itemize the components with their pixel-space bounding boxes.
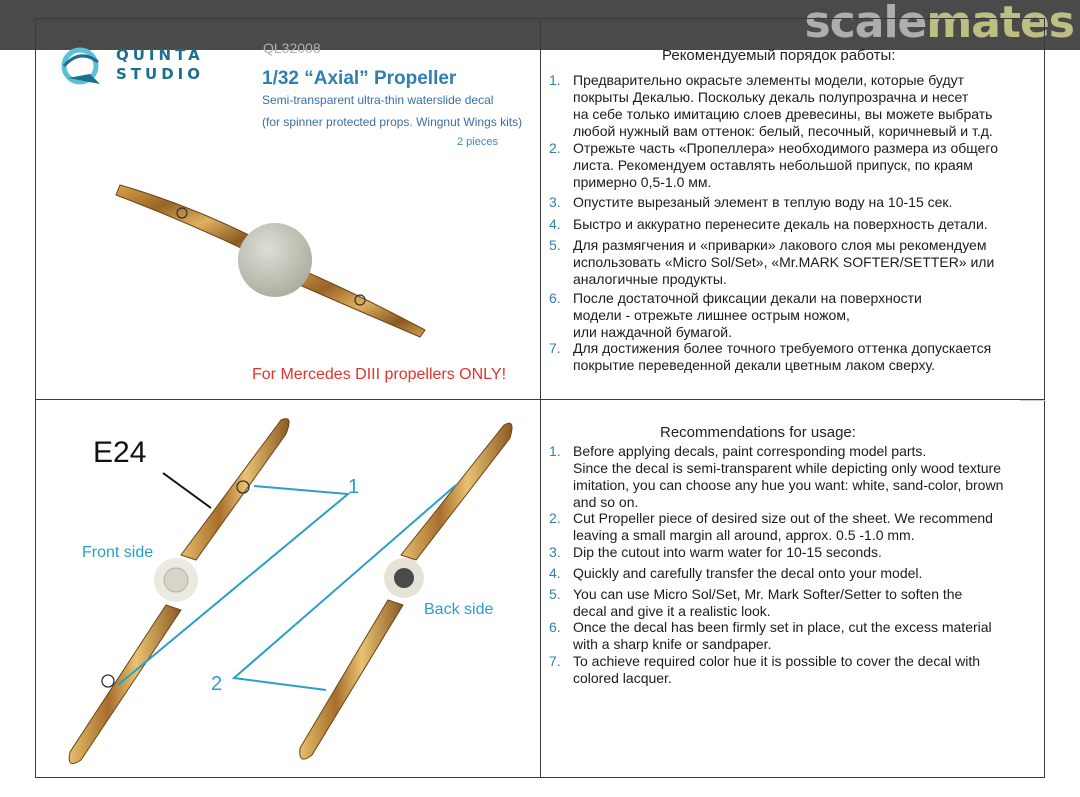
logo-mark-icon [60, 44, 120, 88]
brand-line2: STUDIO [116, 65, 204, 83]
product-title: 1/32 “Axial” Propeller [262, 68, 457, 89]
back-side-label: Back side [424, 601, 494, 618]
divider-tick [1020, 400, 1045, 401]
ru-heading: Рекомендуемый порядок работы: [662, 47, 896, 64]
en-heading: Recommendations for usage: [660, 424, 856, 441]
watermark: scalemates [804, 0, 1074, 48]
callout-1-lines [118, 486, 348, 685]
product-subtitle: Semi-transparent ultra-thin waterslide decal [262, 93, 494, 107]
part-label: E24 [93, 436, 147, 469]
front-side-label: Front side [82, 544, 154, 561]
callout-1: 1 [348, 476, 360, 498]
pieces-count: 2 pieces [457, 136, 498, 148]
callout-2: 2 [211, 673, 223, 695]
brand-line1: QUINTA [116, 46, 204, 64]
column-divider [540, 18, 541, 778]
part-leader-line [163, 473, 211, 508]
compatibility-warning: For Mercedes DIII propellers ONLY! [252, 366, 507, 383]
propeller-photo [100, 165, 440, 345]
product-note: (for spinner protected props. Wingnut Wings kits) [262, 115, 523, 129]
callout-2-lines [234, 485, 456, 690]
product-code: QL32008 [263, 40, 321, 56]
